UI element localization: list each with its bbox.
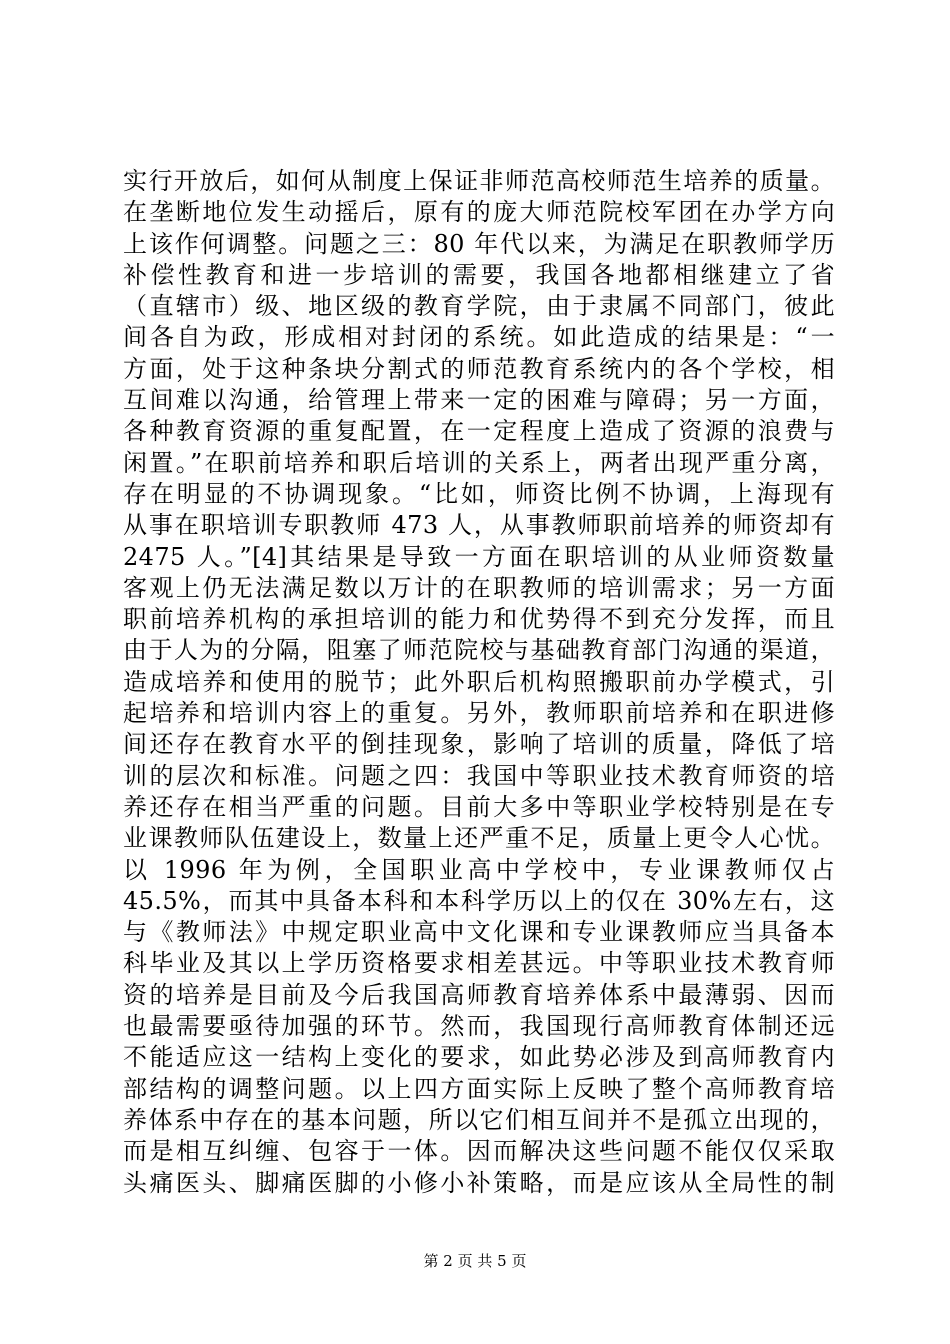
body-text xyxy=(123,166,835,1199)
text-line: 45.5%，而其中具备本科和本科学历以上的仅在 30%左右，这 xyxy=(123,886,835,915)
text-line: 互间难以沟通，给管理上带来一定的困难与障碍；另一方面， xyxy=(123,386,835,415)
text-line: 不能适应这一结构上变化的要求，如此势必涉及到高师教育内 xyxy=(123,1043,835,1072)
text-line: 部结构的调整问题。以上四方面实际上反映了整个高师教育培 xyxy=(123,1074,835,1103)
text-line: 闲置。”在职前培养和职后培训的关系上，两者出现严重分离， xyxy=(123,448,835,477)
text-line: 各种教育资源的重复配置，在一定程度上造成了资源的浪费与 xyxy=(123,417,835,446)
text-line: 也最需要亟待加强的环节。然而，我国现行高师教育体制还远 xyxy=(123,1012,835,1041)
text-line: 头痛医头、脚痛医脚的小修小补策略，而是应该从全局性的制 xyxy=(123,1168,835,1197)
text-line: 由于人为的分隔，阻塞了师范院校与基础教育部门沟通的渠道， xyxy=(123,636,835,665)
text-line: 存在明显的不协调现象。“比如，师资比例不协调，上海现有 xyxy=(123,479,835,508)
text-line: 间各自为政，形成相对封闭的系统。如此造成的结果是：“一 xyxy=(123,323,835,352)
text-line: 资的培养是目前及今后我国高师教育培养体系中最薄弱、因而 xyxy=(123,980,835,1009)
text-line: 2475 人。”[4]其结果是导致一方面在职培训的从业师资数量 xyxy=(123,542,835,571)
text-line: 补偿性教育和进一步培训的需要，我国各地都相继建立了省 xyxy=(123,260,835,289)
text-line: 养还存在相当严重的问题。目前大多中等职业学校特别是在专 xyxy=(123,792,835,821)
text-line: 科毕业及其以上学历资格要求相差甚远。中等职业技术教育师 xyxy=(123,949,835,978)
text-line: 与《教师法》中规定职业高中文化课和专业课教师应当具备本 xyxy=(123,918,835,947)
text-line: （直辖市）级、地区级的教育学院，由于隶属不同部门，彼此 xyxy=(123,292,835,321)
page-footer: 第 2 页 共 5 页 xyxy=(423,1252,527,1270)
text-line: 而是相互纠缠、包容于一体。因而解决这些问题不能仅仅采取 xyxy=(123,1137,835,1166)
text-line: 实行开放后，如何从制度上保证非师范高校师范生培养的质量。 xyxy=(123,167,835,195)
text-line: 造成培养和使用的脱节；此外职后机构照搬职前办学模式，引 xyxy=(123,667,835,696)
text-line: 业课教师队伍建设上，数量上还严重不足，质量上更令人心忧。 xyxy=(123,824,835,853)
text-line: 起培养和培训内容上的重复。另外，教师职前培养和在职进修 xyxy=(123,699,835,728)
text-line: 方面，处于这种条块分割式的师范教育系统内的各个学校，相 xyxy=(123,354,835,383)
text-line: 以 1996 年为例，全国职业高中学校中，专业课教师仅占 xyxy=(123,855,835,884)
text-line: 养体系中存在的基本问题，所以它们相互间并不是孤立出现的， xyxy=(123,1105,835,1134)
text-line: 上该作何调整。问题之三：80 年代以来，为满足在职教师学历 xyxy=(123,229,835,258)
text-line: 训的层次和标准。问题之四：我国中等职业技术教育师资的培 xyxy=(123,761,835,790)
text-line: 在垄断地位发生动摇后，原有的庞大师范院校军团在办学方向 xyxy=(123,198,835,227)
text-line: 间还存在教育水平的倒挂现象，影响了培训的质量，降低了培 xyxy=(123,730,835,759)
text-line: 客观上仍无法满足数以万计的在职教师的培训需求；另一方面 xyxy=(123,573,835,602)
text-line: 职前培养机构的承担培训的能力和优势得不到充分发挥，而且 xyxy=(123,605,835,634)
text-line: 从事在职培训专职教师 473 人，从事教师职前培养的师资却有 xyxy=(123,511,835,540)
